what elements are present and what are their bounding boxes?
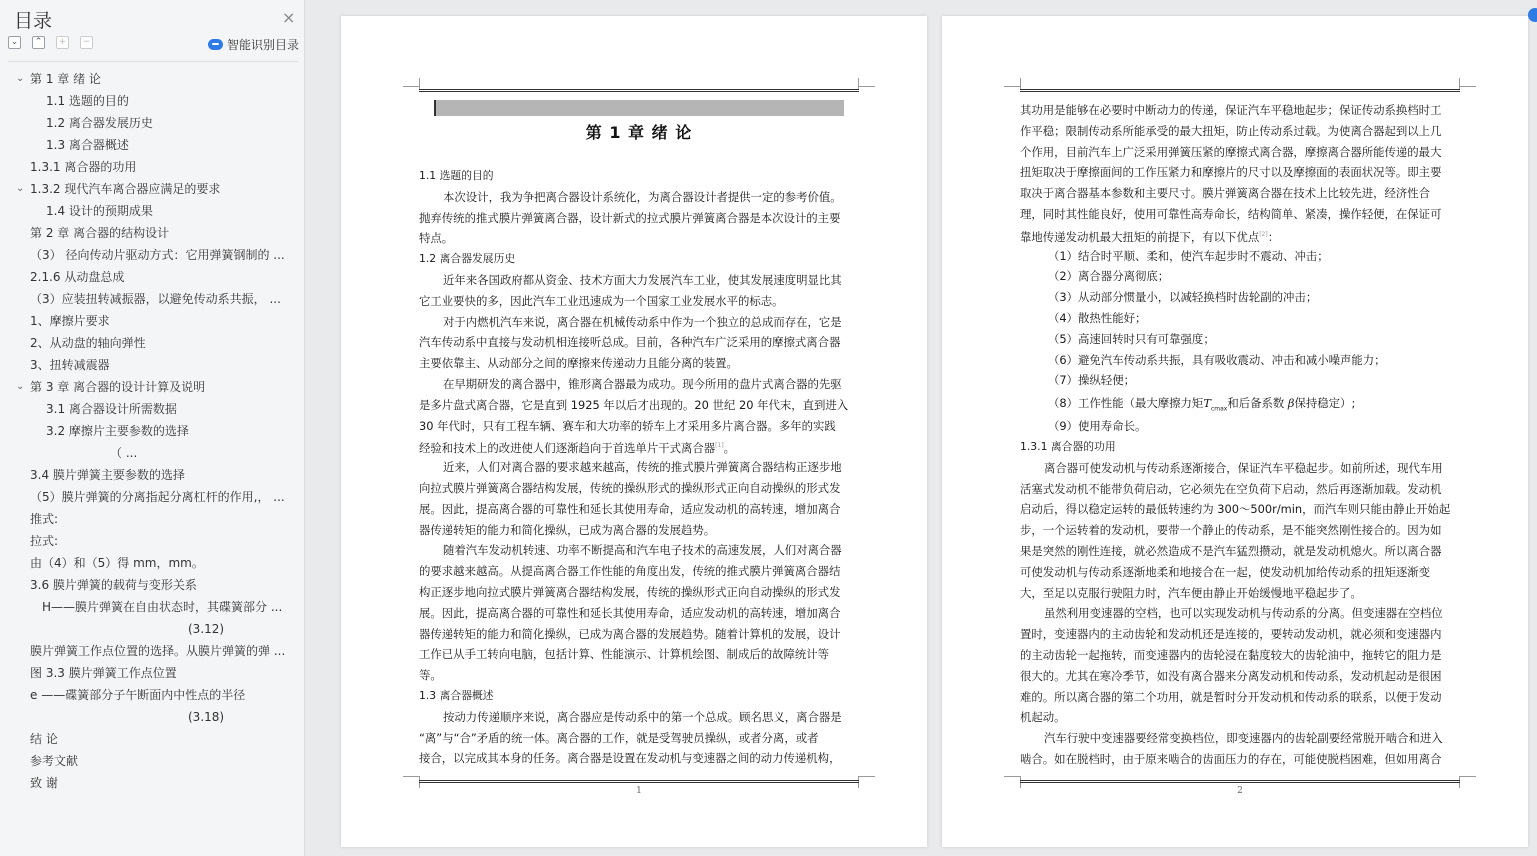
torque-symbol: T <box>1203 396 1211 411</box>
toc-item[interactable] <box>0 684 290 706</box>
toc-list <box>0 68 305 794</box>
toc-item-label: 2.1.6 从动盘总成 <box>30 270 125 284</box>
smart-toc-label: 智能识别目录 <box>227 38 300 52</box>
paragraph-line: 它工业要快的多，因此汽车工业迅速成为一个国家工业发展水平的标志。 <box>419 293 784 308</box>
toc-item-label: 1.3.1 离合器的功用 <box>30 160 137 174</box>
page-number: 2 <box>1237 786 1243 796</box>
toc-item[interactable] <box>0 618 290 640</box>
toc-item-label: 图 3.3 膜片弹簧工作点位置 <box>30 666 177 680</box>
list-item: （6）避免汽车传动系共振，具有吸收震动、冲击和减小噪声能力； <box>1048 352 1386 367</box>
paragraph-line: 果是突然的刚性连接，就必然造成不是汽车猛烈攒动，就是发动机熄火。所以离合器 <box>1020 543 1442 558</box>
toc-item-label: e ——碟簧部分子午断面内中性点的半径 <box>30 688 246 702</box>
paragraph-line: 可使发动机与传动系逐渐地柔和地接合在一起，使发动机加给传动系的扭矩逐渐变 <box>1020 564 1431 579</box>
crop-mark <box>403 776 420 777</box>
paragraph-line: 置时，变速器内的主动齿轮和发动机还是连接的，要转动发动机，就必须和变速器内 <box>1020 627 1442 642</box>
toc-item[interactable] <box>0 90 290 112</box>
toc-item-label: H——膜片弹簧在自由状态时，其碟簧部分 ... <box>42 600 283 614</box>
divider <box>8 61 298 62</box>
toc-item[interactable] <box>0 376 290 398</box>
toc-item[interactable] <box>0 662 290 684</box>
paragraph-line: 本次设计，我为争把离合器设计系统化，为离合器设计者提供一定的参考价值。 <box>443 189 842 204</box>
paragraph-line: 很大的。尤其在寒冷季节，如没有离合器来分离发动机和传动系，发动机起动是很困 <box>1020 668 1442 683</box>
paragraph-line: 是多片盘式离合器，它是直到 1925 年以后才出现的。20 世纪 20 年代末，直到进入 <box>419 397 849 412</box>
list-item: （2）离合器分离彻底； <box>1048 269 1170 284</box>
line-tail: 保持稳定）; <box>1294 396 1356 411</box>
list-item: （5）高速回转时只有可靠强度； <box>1048 331 1215 346</box>
line-tail: 。 <box>723 441 736 456</box>
document-page-1 <box>341 16 927 847</box>
toc-item[interactable] <box>0 486 290 508</box>
chevron-down-icon[interactable]: ⌄ <box>16 381 25 392</box>
toc-item-label: 第 1 章 绪 论 <box>30 72 101 86</box>
section-heading: 1.1 选题的目的 <box>419 169 494 182</box>
toc-item-label: 1.4 设计的预期成果 <box>46 204 153 218</box>
toc-item[interactable] <box>0 222 290 244</box>
line-text: （8）工作性能（最大摩擦力矩 <box>1048 396 1204 411</box>
cloud-icon <box>208 39 223 50</box>
toc-item-label: （5）膜片弹簧的分离指起分离杠杆的作用,， ... <box>30 490 285 504</box>
add-heading-icon[interactable]: + <box>56 36 69 49</box>
toc-item[interactable] <box>0 354 290 376</box>
toc-item[interactable] <box>0 442 290 464</box>
toc-item-label: 推式: <box>30 512 59 526</box>
paragraph-line: 展。因此，提高离合器的可靠性和延长其使用寿命，适应发动机的高转速，增加离合 <box>419 501 841 516</box>
toc-item[interactable] <box>0 266 290 288</box>
toc-item[interactable] <box>0 464 290 486</box>
toc-item-label: 3、扭转减震器 <box>30 358 110 372</box>
citation: [2] <box>1259 230 1268 238</box>
toc-item-label: 1、摩擦片要求 <box>30 314 110 328</box>
list-item: （7）操纵轻便； <box>1048 373 1135 388</box>
smart-toc-button[interactable] <box>208 36 299 53</box>
toc-item[interactable] <box>0 332 290 354</box>
toc-item[interactable] <box>0 574 290 596</box>
list-item <box>1020 391 1460 416</box>
chevron-down-icon[interactable]: ⌄ <box>16 183 25 194</box>
paragraph-line: 抛弃传统的推式膜片弹簧离合器，设计新式的拉式膜片弹簧离合器是本次设计的主要 <box>419 210 841 225</box>
page-number: 1 <box>636 786 642 796</box>
header-bar <box>434 100 844 116</box>
paragraph-line: 近来，人们对离合器的要求越来越高，传统的推式膜片弹簧离合器结构正逐步地 <box>443 460 842 475</box>
toc-item[interactable] <box>0 772 290 794</box>
list-item: （1）结合时平顺、柔和，使汽车起步时不震动、冲击； <box>1048 248 1329 263</box>
paragraph-line: 难的。所以离合器的第二个功用，就是暂时分开发动机和传动系的联系，以便于发动 <box>1020 689 1442 704</box>
paragraph-line: 汽车传动系中直接与发动机相连接听总成。目前，各种汽车广泛采用的摩擦式离合器 <box>419 335 841 350</box>
crop-mark <box>858 86 875 87</box>
paragraph-line: 的要求越来越高。从提高离合器工作性能的角度出发，传统的推式膜片弹簧离合器结 <box>419 564 841 579</box>
paragraph-line <box>1020 225 1460 246</box>
document-page-2 <box>942 16 1528 847</box>
paragraph-line: 向拉式膜片弹簧离合器结构发展，传统的操纵形式的操纵形式正向自动操纵的形式发 <box>419 480 841 495</box>
list-item: （9）使用寿命长。 <box>1048 419 1147 434</box>
paragraph-line: 器传递转矩的能力和简化操纵，已成为离合器的发展趋势。随着计算机的发展，设计 <box>419 626 841 641</box>
toc-item-label: 3.6 膜片弹簧的载荷与变形关系 <box>30 578 197 592</box>
toc-item[interactable] <box>0 178 290 200</box>
toc-item-label: (3.12) <box>188 622 225 636</box>
crop-mark <box>1459 776 1476 777</box>
list-item: （3）从动部分惯量小，以减轻换档时齿轮副的冲击； <box>1048 290 1318 305</box>
page-1-body <box>419 166 859 769</box>
toc-item[interactable] <box>0 596 290 618</box>
toc-item[interactable] <box>0 288 290 310</box>
line-text: 经验和技术上的改进使人们逐渐趋向于首选单片干式离合器 <box>419 441 716 456</box>
torque-subscript: cmax <box>1210 405 1228 413</box>
paragraph-line: 的主动齿轮一起拖转，而变速器内的齿轮浸在黏度较大的齿轮油中，拖转它的阻力是 <box>1020 647 1442 662</box>
side-panel-toggle[interactable] <box>1528 0 1537 30</box>
paragraph-line: 汽车行驶中变速器要经常变换档位，即变速器内的齿轮副要经常脱开啮合和进入 <box>1044 731 1443 746</box>
paragraph-line: 随着汽车发动机转速、功率不断提高和汽车电子技术的高速发展，人们对离合器 <box>443 543 842 558</box>
beta-symbol: β <box>1287 396 1295 411</box>
paragraph-line: 器传递转矩的能力和简化操纵，已成为离合器的发展趋势。 <box>419 522 716 537</box>
crop-mark <box>858 776 875 777</box>
toc-item[interactable] <box>0 156 290 178</box>
toc-item-label: (3.18) <box>188 710 225 724</box>
toc-item-label: 致 谢 <box>30 776 58 790</box>
paragraph-line: 机起动。 <box>1020 710 1066 725</box>
line-text: 靠地传递发动机最大扭矩的前提下，有以下优点 <box>1020 229 1260 244</box>
paragraph-line: 启动后，得以稳定运转的最低转速约为 300～500r/min，而汽车则只能由静止开始起 <box>1020 502 1451 517</box>
toc-item[interactable] <box>0 640 290 662</box>
header-rule <box>419 89 859 90</box>
paragraph-line: 作平稳；限制传动系所能承受的最大扭矩，防止传动系过载。为使离合器起到以上几 <box>1020 123 1442 138</box>
toc-item-label: 1.3.2 现代汽车离合器应满足的要求 <box>30 182 221 196</box>
toc-item-label: 1.3 离合器概述 <box>46 138 129 152</box>
toc-item[interactable] <box>0 420 290 442</box>
toc-item-label: 参考文献 <box>30 754 79 768</box>
toc-item[interactable] <box>0 508 290 530</box>
crop-mark <box>1004 776 1021 777</box>
chapter-title: 第 1 章 绪 论 <box>585 123 693 142</box>
toc-item-label: 由（4）和（5）得 mm，mm。 <box>30 556 204 570</box>
chevron-down-icon[interactable]: ⌄ <box>16 73 25 84</box>
expand-all-icon[interactable]: ⌃ <box>32 36 45 49</box>
toc-item[interactable] <box>0 706 290 728</box>
section-heading: 1.3 离合器概述 <box>419 688 494 702</box>
toc-item-label: 膜片弹簧工作点位置的选择。从膜片弹簧的弹 ... <box>30 644 286 658</box>
toc-item[interactable] <box>0 134 290 156</box>
paragraph-line: 扭矩取决于摩擦面间的工作压紧力和摩擦片的尺寸以及摩擦面的表面状况等。即主要 <box>1020 165 1442 180</box>
footer-rule <box>419 782 859 783</box>
paragraph-line: 活塞式发动机不能带负荷启动，它必须先在空负荷下启动，然后再逐渐加载。发动机 <box>1020 481 1442 496</box>
toc-item-label: 第 3 章 离合器的设计计算及说明 <box>30 380 206 394</box>
line-text: 和后备系数 <box>1227 396 1288 411</box>
crop-mark <box>403 86 420 87</box>
toc-item-label: 1.1 选题的目的 <box>46 94 129 108</box>
header-rule <box>1020 91 1460 92</box>
paragraph-line: 30 年代时，只有工程车辆、赛车和大功率的轿车上才采用多片离合器。多年的实践 <box>419 418 836 433</box>
toc-title: 目录 <box>14 10 53 32</box>
page-2-body <box>1020 100 1460 770</box>
paragraph-line: 对于内燃机汽车来说，离合器在机械传动系中作为一个独立的总成而存在，它是 <box>443 314 842 329</box>
paragraph-line: 近年来各国政府都从资金、技术方面大力发展汽车工业，使其发展速度明显比其 <box>443 272 842 287</box>
toc-item[interactable] <box>0 112 290 134</box>
toc-item[interactable] <box>0 244 290 266</box>
toc-item-label: （3） 径向传动片驱动方式：它用弹簧钢制的 ... <box>30 248 285 262</box>
toc-item-label: 拉式: <box>30 534 59 548</box>
toc-item-label: 3.4 膜片弹簧主要参数的选择 <box>30 468 185 482</box>
toc-item[interactable] <box>0 68 290 90</box>
toc-sidebar <box>0 0 305 856</box>
paragraph-line: 展。因此，提高离合器的可靠性和延长其使用寿命，适应发动机的高转速，增加离合 <box>419 605 841 620</box>
paragraph-line: 个作用，目前汽车上广泛采用弹簧压紧的摩擦式离合器，摩擦离合器所能传递的最大 <box>1020 144 1442 159</box>
citation: [1] <box>715 442 724 450</box>
paragraph-line: “离”与“合”矛盾的统一体。离合器的工作，就是受驾驶员操纵，或者分离，或者 <box>419 730 819 745</box>
paragraph-line: 步，一个运转着的发动机，要带一个静止的传动系，是不能突然刚性接合的。因为如 <box>1020 523 1442 538</box>
paragraph-line: 等。 <box>419 668 442 683</box>
paragraph-line: 虽然利用变速器的空档，也可以实现发动机与传动系的分离。但变速器在空档位 <box>1044 606 1443 621</box>
toc-item-label: 结 论 <box>30 732 58 746</box>
footer-rule <box>1020 780 1460 781</box>
crop-mark <box>1004 86 1021 87</box>
toc-item-label: 3.2 摩擦片主要参数的选择 <box>46 424 189 438</box>
paragraph-line: 取决于离合器基本参数和主要尺寸。膜片弹簧离合器在技术上比较先进，经济性合 <box>1020 186 1431 201</box>
paragraph-line: 啮合。如在脱档时，由于原来啮合的齿面压力的存在，可能使脱档困难，但如用离合 <box>1020 751 1442 766</box>
paragraph-line: 接合，以完成其本身的任务。离合器是设置在发动机与变速器之间的动力传递机构， <box>419 751 841 766</box>
paragraph-line: 工作已从手工转向电脑，包括计算、性能演示、计算机绘图、制成后的故障统计等 <box>419 647 830 662</box>
remove-heading-icon[interactable]: − <box>80 36 93 49</box>
paragraph-line: 特点。 <box>419 231 454 246</box>
toc-item[interactable] <box>0 200 290 222</box>
toc-item[interactable] <box>0 552 290 574</box>
toc-item-label: 3.1 离合器设计所需数据 <box>46 402 177 416</box>
paragraph-line: 按动力传递顺序来说，离合器应是传动系中的第一个总成。顾名思义，离合器是 <box>443 709 842 724</box>
footer-rule <box>419 780 859 781</box>
toc-item-label: （3）应装扭转减振器，以避免传动系共振， ... <box>30 292 281 306</box>
paragraph-line <box>419 436 859 457</box>
header-rule <box>419 91 859 92</box>
paragraph-line: 在早期研发的离合器中，锥形离合器最为成功。现今所用的盘片式离合器的先驱 <box>443 376 842 391</box>
toc-item[interactable] <box>0 398 290 420</box>
toc-item-label: （ ... <box>110 446 138 460</box>
toc-item-label: 2、从动盘的轴向弹性 <box>30 336 146 350</box>
header-rule <box>1020 89 1460 90</box>
section-heading: 1.3.1 离合器的功用 <box>1020 439 1116 453</box>
list-item: （4）散热性能好； <box>1048 310 1147 325</box>
toc-item[interactable] <box>0 728 290 750</box>
toc-item-label: 1.2 离合器发展历史 <box>46 116 153 130</box>
toc-item[interactable] <box>0 310 290 332</box>
paragraph-line: 理，同时其性能良好，使用可靠性高寿命长，结构简单、紧凑，操作轻便，在保证可 <box>1020 206 1442 221</box>
paragraph-line: 大，至足以克服行驶阻力时，汽车便由静止开始缓慢地平稳起步了。 <box>1020 585 1362 600</box>
footer-rule <box>1020 782 1460 783</box>
section-heading: 1.2 离合器发展历史 <box>419 252 516 266</box>
paragraph-line: 构正逐步地向拉式膜片弹簧离合器结构发展，传统的操纵形式正向自动操纵的形式发 <box>419 584 841 599</box>
toc-item[interactable] <box>0 750 290 772</box>
paragraph-line: 其功用是能够在必要时中断动力的传递，保证汽车平稳地起步；保证传动系换档时工 <box>1020 103 1442 117</box>
assistant-icon <box>1528 8 1537 22</box>
line-tail: ： <box>1267 229 1280 244</box>
paragraph-line: 主要依靠主、从动部分之间的摩擦来传递动力且能分离的装置。 <box>419 356 738 371</box>
close-icon[interactable]: × <box>282 8 296 27</box>
crop-mark <box>1459 86 1476 87</box>
paragraph-line: 离合器可使发动机与传动系逐渐接合，保证汽车平稳起步。如前所述，现代车用 <box>1044 460 1443 475</box>
toc-item-label: 第 2 章 离合器的结构设计 <box>30 226 170 240</box>
collapse-all-icon[interactable]: ⌄ <box>8 36 21 49</box>
toc-item[interactable] <box>0 530 290 552</box>
